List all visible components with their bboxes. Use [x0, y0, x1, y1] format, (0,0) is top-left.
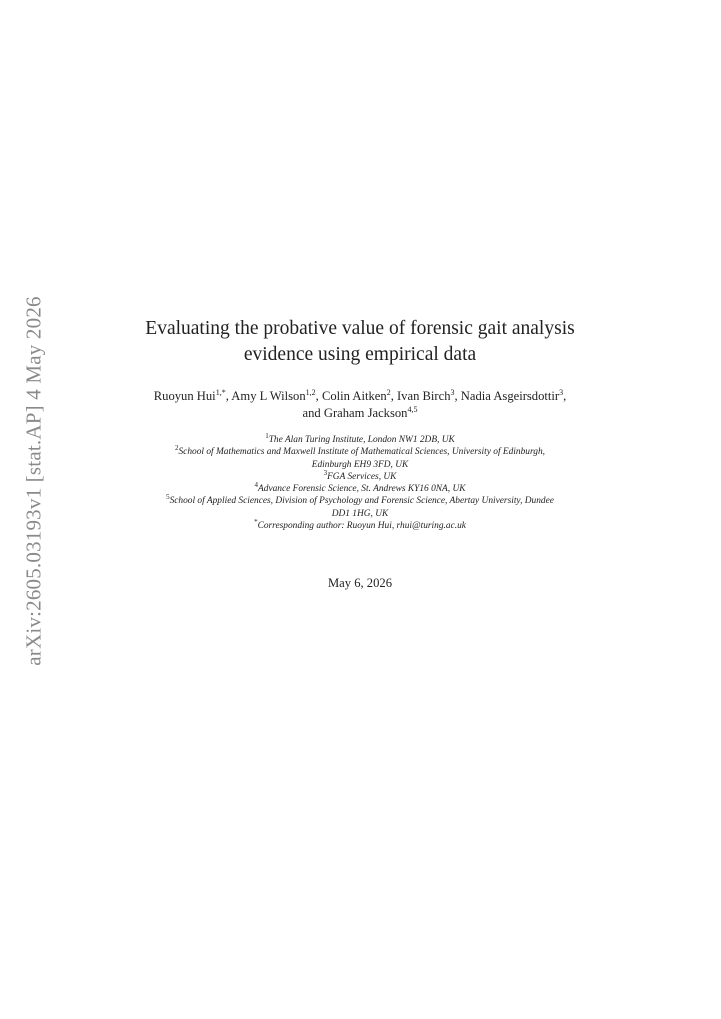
affil-mark: 4: [254, 481, 259, 490]
corresponding-author: [60, 520, 660, 532]
author-separator: ,: [315, 389, 322, 403]
author-affil-mark: 1,2: [305, 388, 316, 397]
affil-text: DD1 1HG, UK: [331, 508, 389, 519]
author-separator: ,: [225, 389, 232, 403]
author-name: Ivan Birch: [396, 389, 451, 403]
affil-text: Edinburgh EH9 3FD, UK: [311, 459, 409, 470]
author-name: Nadia Asgeirsdottir: [460, 389, 560, 403]
title-line-1: Evaluating the probative value of forensic gait analysis: [145, 318, 575, 339]
affil-text: The Alan Turing Institute, London NW1 2DB, UK: [268, 435, 455, 445]
author-separator: ,: [454, 389, 461, 403]
author-affil-mark: 4,5: [407, 405, 418, 414]
author-affil-mark: 3: [450, 388, 455, 397]
affil-mark: *: [254, 518, 258, 527]
affil-text: Advance Forensic Science, St. Andrews KY16 0NA, UK: [258, 484, 466, 495]
affiliation-5-cont: [60, 508, 660, 520]
paper-date: May 6, 2026: [327, 576, 392, 591]
affiliation-5: [60, 495, 660, 507]
author-name: Ruoyun Hui: [153, 389, 216, 403]
author-separator: ,: [390, 389, 397, 403]
affil-mark: 1: [265, 432, 269, 440]
affiliation-3: [60, 468, 660, 483]
paper-title: [60, 316, 660, 368]
author-name: Amy L Wilson: [231, 389, 306, 403]
affil-text: School of Applied Sciences, Division of Psychology and Forensic Science, Abertay University, Dundee: [169, 496, 554, 507]
title-line-2: evidence using empirical data: [243, 344, 477, 365]
affiliation-1: [60, 434, 660, 446]
title-block: [60, 316, 660, 591]
affiliation-2-cont: [60, 459, 660, 471]
author-affil-mark: 1,*: [215, 388, 226, 397]
author-affil-mark: 2: [386, 388, 391, 397]
affil-text: Corresponding author: Ruoyun Hui, rhui@turing.ac.uk: [257, 521, 466, 532]
affil-text: FGA Services, UK: [327, 471, 397, 482]
affiliation-list: [60, 434, 660, 532]
author-separator: ,: [563, 389, 567, 403]
affil-mark: 5: [166, 493, 170, 502]
author-affil-mark: 3: [559, 388, 564, 397]
affil-text: School of Mathematics and Maxwell Institute of Mathematical Sciences, University of Edinburgh,: [178, 447, 545, 458]
affiliation-4: [60, 483, 660, 495]
author-name: Colin Aitken: [321, 389, 387, 403]
affil-mark: 2: [174, 444, 179, 453]
affiliation-2: [60, 446, 660, 458]
author-name: and Graham Jackson: [302, 406, 408, 420]
arxiv-identifier-stamp: arXiv:2605.03193v1 [stat.AP] 4 May 2026: [21, 296, 46, 666]
affil-mark: 3: [323, 468, 328, 477]
author-list: [60, 388, 660, 422]
